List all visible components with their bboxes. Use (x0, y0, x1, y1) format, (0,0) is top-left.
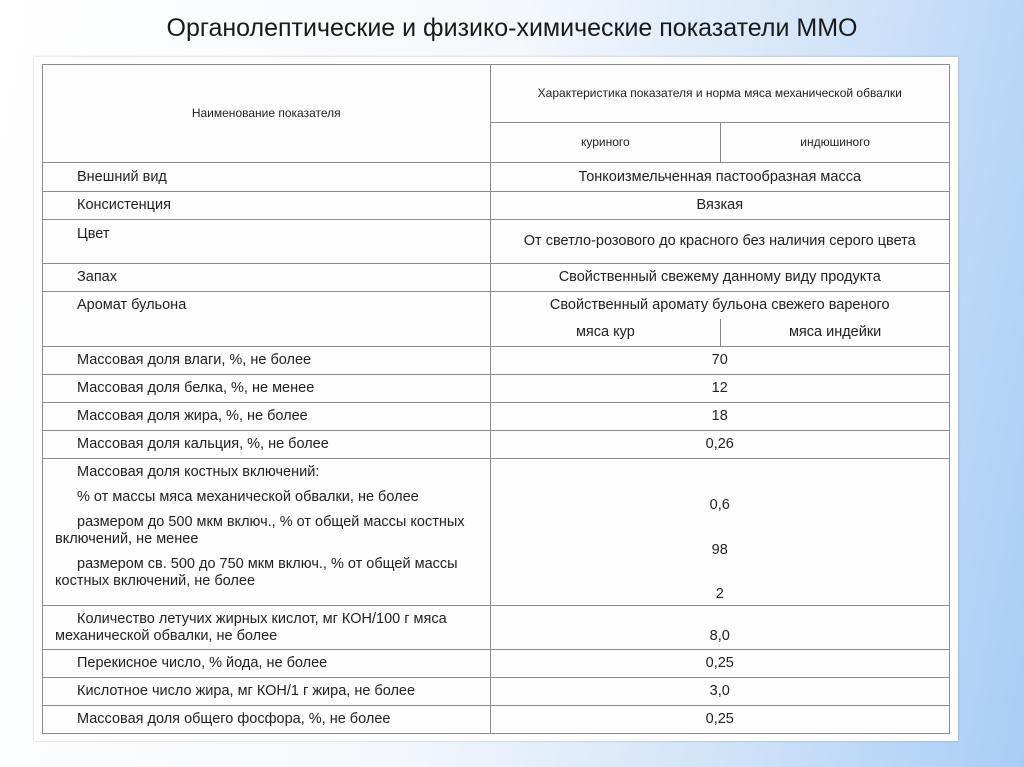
row-appearance-value: Тонкоизмельченная пастообразная масса (490, 163, 950, 192)
row-consistency-value: Вязкая (490, 192, 950, 220)
row-calcium-value: 0,26 (490, 431, 950, 459)
row-acid-value: 3,0 (490, 678, 950, 706)
row-color-name: Цвет (43, 220, 491, 264)
row-peroxide-value: 0,25 (490, 650, 950, 678)
row-phosphorus-name: Массовая доля общего фосфора, %, не более (43, 706, 491, 734)
row-broth-chicken: мяса кур (490, 319, 721, 347)
row-broth-value: Свойственный аромату бульона свежего вареного (490, 292, 950, 319)
table-row (43, 220, 950, 264)
table-row (43, 706, 950, 734)
row-calcium-name: Массовая доля кальция, %, не более (43, 431, 491, 459)
table-row (43, 292, 950, 319)
header-characteristic: Характеристика показателя и норма мяса механической обвалки (490, 65, 950, 123)
row-phosphorus-value: 0,25 (490, 706, 950, 734)
document-sheet (34, 57, 958, 741)
header-chicken: куриного (490, 123, 721, 163)
bone-sub1-value: 0,6 (709, 497, 730, 513)
header-turkey: индюшиного (721, 123, 950, 163)
header-name-column: Наименование показателя (43, 65, 491, 163)
row-appearance-name: Внешний вид (43, 163, 491, 192)
bone-sub3: размером св. 500 до 750 мкм включ., % от общей массы костных включений, не более (55, 556, 458, 589)
table-row (43, 163, 950, 192)
bone-sub3-value: 2 (715, 586, 724, 602)
row-color-value: От светло-розового до красного без наличия серого цвета (490, 220, 950, 264)
row-bone-values (490, 459, 950, 606)
row-fat-value: 18 (490, 403, 950, 431)
row-fat-name: Массовая доля жира, %, не более (43, 403, 491, 431)
bone-sub2-value: 98 (711, 542, 728, 558)
row-broth-name: Аромат бульона (43, 292, 491, 347)
table-row (43, 403, 950, 431)
bone-heading: Массовая доля костных включений: (77, 464, 320, 480)
row-volatile-acids-name: Количество летучих жирных кислот, мг КОН/100 г мяса механической обвалки, не более (43, 606, 491, 650)
row-smell-value: Свойственный свежему данному виду продукта (490, 264, 950, 292)
table-row (43, 650, 950, 678)
row-acid-name: Кислотное число жира, мг КОН/1 г жира, не более (43, 678, 491, 706)
table-row (43, 431, 950, 459)
row-protein-name: Массовая доля белка, %, не менее (43, 375, 491, 403)
row-volatile-acids-value: 8,0 (490, 606, 950, 650)
row-moisture-name: Массовая доля влаги, %, не более (43, 347, 491, 375)
table-row (43, 459, 950, 606)
table-row (43, 264, 950, 292)
table-row (43, 375, 950, 403)
table-row (43, 192, 950, 220)
row-consistency-name: Консистенция (43, 192, 491, 220)
row-broth-turkey: мяса индейки (721, 319, 950, 347)
bone-sub2: размером до 500 мкм включ., % от общей массы костных включений, не менее (55, 514, 465, 547)
table-row (43, 606, 950, 650)
table-row (43, 347, 950, 375)
row-bone-name (43, 459, 491, 606)
row-smell-name: Запах (43, 264, 491, 292)
table-row (43, 678, 950, 706)
row-moisture-value: 70 (490, 347, 950, 375)
row-peroxide-name: Перекисное число, % йода, не более (43, 650, 491, 678)
row-protein-value: 12 (490, 375, 950, 403)
indicators-table (42, 64, 950, 734)
page-title: Органолептические и физико-химические показатели ММО (166, 14, 858, 42)
bone-sub1: % от массы мяса механической обвалки, не более (77, 489, 419, 505)
